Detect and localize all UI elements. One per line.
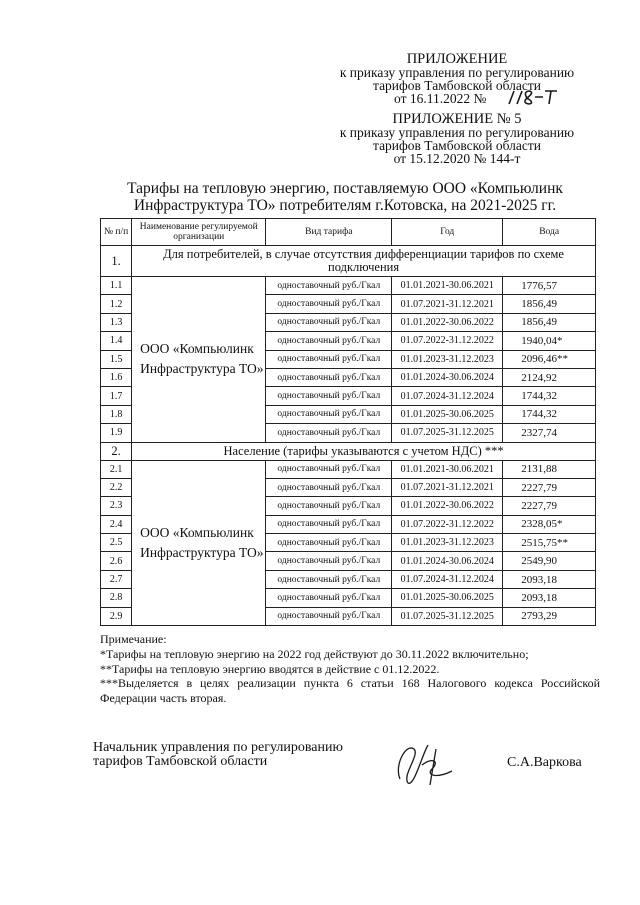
row-num: 2.8 (101, 589, 132, 607)
row-num: 2.6 (101, 552, 132, 570)
appendix5-title: ПРИЛОЖЕНИЕ № 5 (392, 111, 522, 127)
row-num: 1.9 (101, 424, 132, 442)
row-num: 1.3 (101, 313, 132, 331)
tariff-type-cell: одноставочный руб./Гкал (266, 350, 392, 368)
period-cell: 01.01.2024-30.06.2024 (392, 368, 503, 386)
section-num: 2. (101, 442, 132, 460)
water-value-cell: 2515,75** (503, 534, 596, 552)
row-num: 2.5 (101, 534, 132, 552)
tariff-type-cell: одноставочный руб./Гкал (266, 552, 392, 570)
water-value-cell: 1940,04* (503, 332, 596, 350)
period-cell: 01.07.2024-31.12.2024 (392, 387, 503, 405)
note-2: **Тарифы на тепловую энергию вводятся в действие с 01.12.2022. (100, 661, 440, 676)
section-row-2 (101, 442, 596, 460)
period-cell: 01.01.2021-30.06.2021 (392, 460, 503, 478)
notes-block (100, 632, 600, 706)
row-num: 1.6 (101, 368, 132, 386)
note-3: ***Выделяется в целях реализации пункта 6 статьи 168 Налогового кодекса Российской Федерации часть вторая. (100, 676, 600, 706)
tariff-type-cell: одноставочный руб./Гкал (266, 332, 392, 350)
tariff-type-cell: одноставочный руб./Гкал (266, 368, 392, 386)
section-text: Население (тарифы указываются с учетом НДС) *** (132, 442, 596, 460)
tariff-type-cell: одноставочный руб./Гкал (266, 497, 392, 515)
section-num: 1. (101, 246, 132, 277)
appendix-line1: к приказу управления по регулированию (339, 65, 575, 80)
water-value-cell: 2124,92 (503, 368, 596, 386)
row-num: 1.5 (101, 350, 132, 368)
row-num: 2.4 (101, 515, 132, 533)
tariff-type-cell: одноставочный руб./Гкал (266, 589, 392, 607)
period-cell: 01.07.2024-31.12.2024 (392, 570, 503, 588)
period-cell: 01.01.2021-30.06.2021 (392, 277, 503, 295)
col-header-org: Наименование регулируемой организации (132, 219, 266, 246)
signatory-line2: тарифов Тамбовской области (93, 754, 268, 769)
tariff-type-cell: одноставочный руб./Гкал (266, 515, 392, 533)
period-cell: 01.01.2023-31.12.2023 (392, 350, 503, 368)
handwritten-order-number (505, 88, 565, 106)
row-num: 2.2 (101, 478, 132, 496)
document-title (80, 180, 610, 214)
section-row-1 (101, 246, 596, 277)
tariff-type-cell: одноставочный руб./Гкал (266, 424, 392, 442)
table-row (101, 460, 596, 478)
tariff-type-cell: одноставочный руб./Гкал (266, 607, 392, 625)
notes-title: Примечание: (100, 632, 167, 646)
water-value-cell: 2327,74 (503, 424, 596, 442)
period-cell: 01.07.2021-31.12.2021 (392, 478, 503, 496)
water-value-cell: 2549,90 (503, 552, 596, 570)
appendix5-line2: тарифов Тамбовской области (373, 138, 541, 153)
row-num: 2.7 (101, 570, 132, 588)
appendix-header-original (322, 113, 592, 165)
row-num: 1.1 (101, 277, 132, 295)
row-num: 1.2 (101, 295, 132, 313)
tariff-type-cell: одноставочный руб./Гкал (266, 387, 392, 405)
org-name-cell: ООО «Компьюлинк Инфраструктура ТО» (132, 277, 266, 443)
col-header-year: Год (392, 219, 503, 246)
tariff-type-cell: одноставочный руб./Гкал (266, 534, 392, 552)
period-cell: 01.01.2022-30.06.2022 (392, 313, 503, 331)
row-num: 2.3 (101, 497, 132, 515)
water-value-cell: 2328,05* (503, 515, 596, 533)
water-value-cell: 2131,88 (503, 460, 596, 478)
water-value-cell: 2096,46** (503, 350, 596, 368)
tariff-type-cell: одноставочный руб./Гкал (266, 478, 392, 496)
period-cell: 01.01.2025-30.06.2025 (392, 405, 503, 423)
table-row (101, 277, 596, 295)
rows-group-2 (101, 460, 596, 626)
tariff-type-cell: одноставочный руб./Гкал (266, 405, 392, 423)
tariff-type-cell: одноставочный руб./Гкал (266, 313, 392, 331)
tariff-type-cell: одноставочный руб./Гкал (266, 295, 392, 313)
period-cell: 01.01.2025-30.06.2025 (392, 589, 503, 607)
row-num: 2.1 (101, 460, 132, 478)
rows-group-1 (101, 277, 596, 443)
row-num: 2.9 (101, 607, 132, 625)
water-value-cell: 1744,32 (503, 387, 596, 405)
appendix-line2: тарифов Тамбовской области (373, 78, 541, 93)
period-cell: 01.07.2021-31.12.2021 (392, 295, 503, 313)
water-value-cell: 1776,57 (503, 277, 596, 295)
row-num: 1.4 (101, 332, 132, 350)
row-num: 1.7 (101, 387, 132, 405)
row-num: 1.8 (101, 405, 132, 423)
note-1: *Тарифы на тепловую энергию на 2022 год действуют до 30.11.2022 включительно; (100, 646, 529, 661)
period-cell: 01.07.2022-31.12.2022 (392, 515, 503, 533)
appendix-title: ПРИЛОЖЕНИЕ (406, 51, 508, 67)
period-cell: 01.01.2024-30.06.2024 (392, 552, 503, 570)
signatory-line1: Начальник управления по регулированию (93, 740, 343, 755)
col-header-water: Вода (503, 219, 596, 246)
tariff-type-cell: одноставочный руб./Гкал (266, 460, 392, 478)
period-cell: 01.01.2023-31.12.2023 (392, 534, 503, 552)
signatory-position (93, 741, 343, 769)
water-value-cell: 1856,49 (503, 313, 596, 331)
col-header-num: № п/п (101, 219, 132, 246)
water-value-cell: 2093,18 (503, 570, 596, 588)
period-cell: 01.07.2025-31.12.2025 (392, 424, 503, 442)
section-text: Для потребителей, в случае отсутствия дифференциации тарифов по схеме подключения (132, 246, 596, 277)
org-name-cell: ООО «Компьюлинк Инфраструктура ТО» (132, 460, 266, 626)
appendix-date: от 16.11.2022 № (394, 91, 487, 106)
handwritten-signature (392, 735, 467, 790)
period-cell: 01.01.2022-30.06.2022 (392, 497, 503, 515)
appendix5-line1: к приказу управления по регулированию (339, 125, 575, 140)
signatory-name: С.А.Варкова (507, 755, 582, 770)
table-header-row (101, 219, 596, 246)
water-value-cell: 2227,79 (503, 497, 596, 515)
water-value-cell: 2793,29 (503, 607, 596, 625)
water-value-cell: 1856,49 (503, 295, 596, 313)
period-cell: 01.07.2022-31.12.2022 (392, 332, 503, 350)
tariff-type-cell: одноставочный руб./Гкал (266, 277, 392, 295)
tariff-type-cell: одноставочный руб./Гкал (266, 570, 392, 588)
title-line2: Инфраструктура ТО» потребителям г.Котовска, на 2021-2025 гг. (133, 197, 557, 214)
water-value-cell: 2093,18 (503, 589, 596, 607)
title-line1: Тарифы на тепловую энергию, поставляемую ООО «Компьюлинк (127, 180, 563, 197)
period-cell: 01.07.2025-31.12.2025 (392, 607, 503, 625)
water-value-cell: 1744,32 (503, 405, 596, 423)
water-value-cell: 2227,79 (503, 478, 596, 496)
tariff-table (100, 218, 596, 626)
appendix5-date: от 15.12.2020 № 144-т (393, 151, 521, 166)
col-header-type: Вид тарифа (266, 219, 392, 246)
